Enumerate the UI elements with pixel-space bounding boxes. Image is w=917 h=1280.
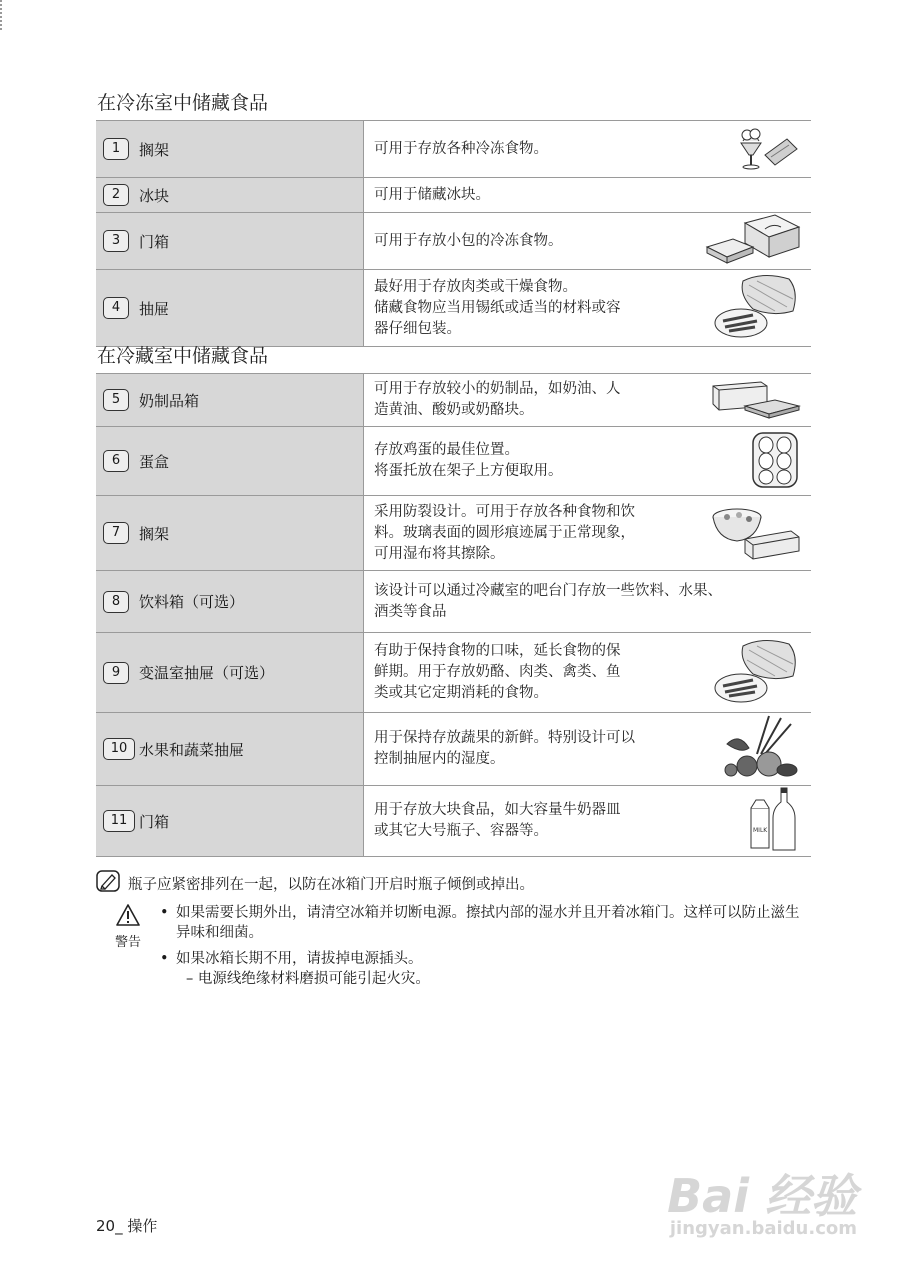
item-description: 有助于保持食物的口味，延长食物的保 鲜期。用于存放奶酪、肉类、禽类、鱼 类或其它定期消耗的食物。 — [374, 643, 621, 701]
note-pencil-icon — [96, 870, 120, 896]
item-number-badge: 8 — [103, 591, 129, 613]
item-description: 存放鸡蛋的最佳位置。 将蛋托放在架子上方便取用。 — [374, 442, 563, 479]
item-name-cell — [96, 786, 364, 857]
item-number-badge: 7 — [103, 522, 129, 544]
bottles-icon — [747, 786, 801, 856]
table-row — [96, 786, 811, 857]
table-row — [96, 571, 811, 633]
watermark-logo: Bai 经验 — [667, 1169, 857, 1223]
item-description-cell — [364, 374, 812, 427]
item-description-cell — [364, 571, 812, 633]
table-row — [96, 374, 811, 427]
item-number-badge: 2 — [103, 184, 129, 206]
warning-list — [160, 903, 805, 989]
item-name: 门箱 — [139, 232, 170, 251]
item-name: 变温室抽屉（可选） — [139, 664, 275, 682]
table-row — [96, 213, 811, 270]
item-name: 蛋盒 — [139, 452, 170, 471]
ice-cream-icon — [735, 121, 801, 177]
item-description: 可用于存放各种冷冻食物。 — [374, 140, 548, 157]
item-description: 用于保持存放蔬果的新鲜。特别设计可以 控制抽屉内的湿度。 — [374, 730, 635, 767]
item-name: 搁架 — [139, 524, 170, 543]
item-name-cell — [96, 427, 364, 496]
item-description-cell — [364, 713, 812, 786]
item-name-cell — [96, 374, 364, 427]
table-row — [96, 633, 811, 713]
warning-icon — [115, 903, 141, 927]
item-description-cell — [364, 427, 812, 496]
table-row — [96, 178, 811, 213]
warning-item: • 如果需要长期外出，请清空冰箱并切断电源。擦拭内部的湿水并且开着冰箱门。这样可以防止滋生异味和细菌。 — [160, 903, 805, 943]
item-number-badge: 10 — [103, 738, 135, 760]
item-description-cell — [364, 213, 812, 270]
warning-icon-group — [108, 903, 148, 950]
warning-sub-item: – 电源线绝缘材料磨损可能引起火灾。 — [186, 971, 430, 987]
item-name-cell — [96, 121, 364, 178]
item-number-badge: 4 — [103, 297, 129, 319]
item-name-cell — [96, 633, 364, 713]
item-number-badge: 6 — [103, 450, 129, 472]
item-name: 搁架 — [139, 140, 170, 159]
page-footer: 20_ 操作 — [96, 1217, 158, 1235]
meat-plate-icon — [713, 636, 801, 710]
item-description-cell — [364, 786, 812, 857]
item-description-cell — [364, 178, 812, 213]
item-description-cell — [364, 121, 812, 178]
item-description-cell — [364, 270, 812, 347]
vegetables-icon — [721, 714, 801, 784]
note-text: 瓶子应紧密排列在一起，以防在冰箱门开启时瓶子倾倒或掉出。 — [128, 876, 534, 893]
item-description: 采用防裂设计。可用于存放各种食物和饮 料。玻璃表面的圆形痕迹属于正常现象， 可用湿布将其擦除。 — [374, 503, 635, 562]
page-corner-mark — [0, 0, 8, 30]
item-name: 抽屉 — [139, 299, 170, 318]
warning-label: 警告 — [114, 935, 141, 950]
meat-plate-icon — [713, 271, 801, 345]
bowl-container-icon — [711, 501, 801, 565]
frozen-packs-icon — [705, 213, 801, 269]
freezer-table — [96, 120, 811, 347]
table-row — [96, 713, 811, 786]
table-row — [96, 427, 811, 496]
table-row — [96, 121, 811, 178]
item-description: 该设计可以通过冷藏室的吧台门存放一些饮料、水果、 酒类等食品 — [374, 582, 722, 620]
item-description: 可用于储藏冰块。 — [374, 186, 490, 203]
watermark-url: jingyan.baidu.com — [669, 1218, 857, 1239]
item-description: 可用于存放较小的奶制品，如奶油、人 造黄油、酸奶或奶酪块。 — [374, 381, 621, 418]
item-name: 水果和蔬菜抽屉 — [139, 740, 245, 759]
item-number-badge: 11 — [103, 810, 135, 832]
item-number-badge: 3 — [103, 230, 129, 252]
item-name: 冰块 — [139, 186, 170, 205]
item-number-badge: 9 — [103, 662, 129, 684]
item-number-badge: 5 — [103, 389, 129, 411]
table-row — [96, 496, 811, 571]
note — [96, 870, 534, 896]
item-name-cell — [96, 213, 364, 270]
item-name: 奶制品箱 — [139, 391, 200, 410]
item-description: 可用于存放小包的冷冻食物。 — [374, 232, 563, 249]
item-name: 门箱 — [139, 812, 170, 831]
fridge-table — [96, 373, 811, 857]
milk-label: MILK — [753, 827, 768, 834]
item-name-cell — [96, 571, 364, 633]
item-description: 最好用于存放肉类或干燥食物。 储藏食物应当用锡纸或适当的材料或容 器仔细包装。 — [374, 278, 621, 337]
item-name-cell — [96, 713, 364, 786]
table-row — [96, 270, 811, 347]
item-number-badge: 1 — [103, 138, 129, 160]
dairy-box-icon — [709, 376, 801, 424]
egg-tray-icon — [749, 427, 801, 495]
item-description-cell — [364, 633, 812, 713]
item-name: 饮料箱（可选） — [139, 593, 245, 611]
item-name-cell — [96, 178, 364, 213]
freezer-section-title: 在冷冻室中储藏食品 — [97, 92, 269, 114]
fridge-section-title: 在冷藏室中储藏食品 — [97, 345, 269, 367]
item-description-cell — [364, 496, 812, 571]
item-name-cell — [96, 270, 364, 347]
item-name-cell — [96, 496, 364, 571]
item-description: 用于存放大块食品，如大容量牛奶器皿 或其它大号瓶子、容器等。 — [374, 802, 621, 839]
warning-item: • 如果冰箱长期不用，请拔掉电源插头。 — [160, 949, 805, 969]
